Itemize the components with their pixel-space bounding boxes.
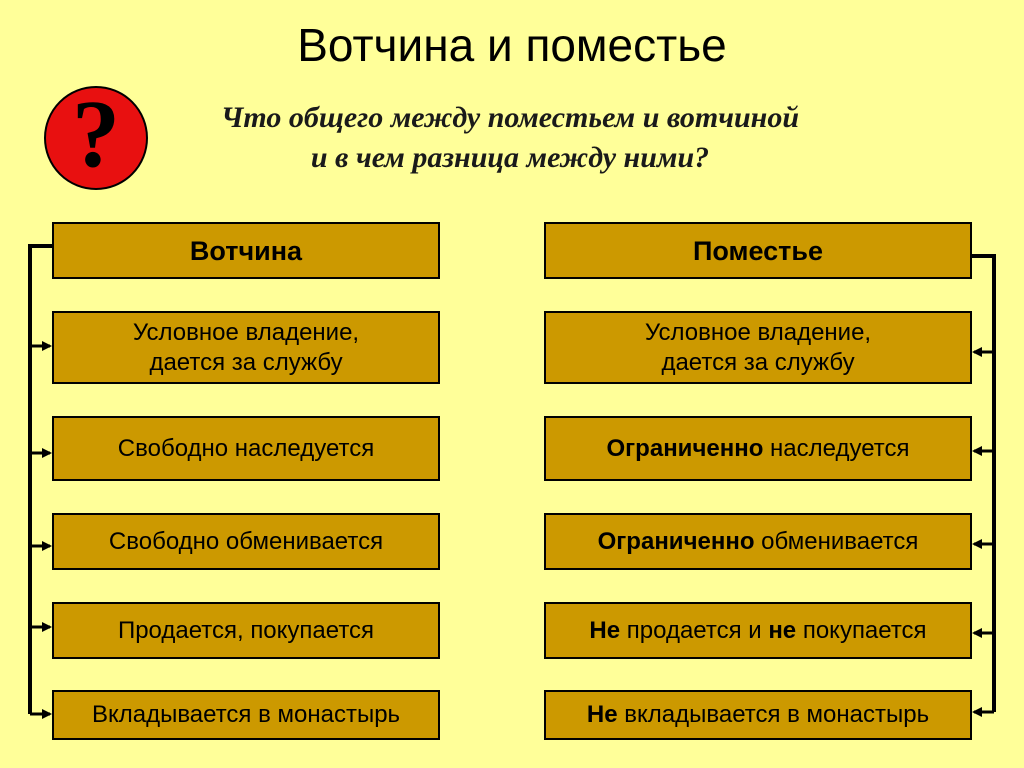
right-item-2 bbox=[544, 416, 972, 481]
right-item-5-text bbox=[587, 700, 929, 730]
right-item-3-bold: Ограниченно bbox=[597, 527, 755, 555]
left-arrows bbox=[30, 346, 50, 714]
right-header-box bbox=[544, 222, 972, 279]
left-item-2 bbox=[52, 416, 440, 481]
right-item-4-bold: Не bbox=[589, 616, 621, 644]
right-bracket bbox=[972, 256, 994, 712]
right-item-5 bbox=[544, 690, 972, 740]
right-item-2-rest: наследуется bbox=[763, 434, 910, 462]
right-item-5-rest: вкладывается в монастырь bbox=[617, 701, 930, 728]
left-bracket bbox=[30, 246, 52, 714]
question-mark-glyph: ? bbox=[72, 80, 120, 187]
right-item-3 bbox=[544, 513, 972, 570]
left-item-4-label: Продается, покупается bbox=[117, 616, 375, 644]
right-item-3-rest: обменивается bbox=[754, 527, 919, 555]
right-item-4-text bbox=[589, 616, 926, 646]
left-item-4 bbox=[52, 602, 440, 659]
right-item-4-mid: продается и bbox=[620, 616, 769, 644]
left-item-3 bbox=[52, 513, 440, 570]
left-item-3-label: Свободно обменивается bbox=[108, 527, 384, 555]
left-item-2-label: Свободно наследуется bbox=[117, 434, 375, 462]
left-item-1 bbox=[52, 311, 440, 384]
left-item-1-line-2: дается за службу bbox=[149, 348, 343, 376]
right-item-1-line-2: дается за службу bbox=[661, 348, 855, 376]
right-item-3-text bbox=[598, 527, 919, 557]
right-item-4 bbox=[544, 602, 972, 659]
right-item-1 bbox=[544, 311, 972, 384]
right-item-1-line-1: Условное владение, bbox=[644, 318, 872, 346]
left-header-box bbox=[52, 222, 440, 279]
left-item-5-label: Вкладывается в монастырь bbox=[91, 701, 401, 728]
question-line-1: Что общего между поместьем и вотчиной bbox=[220, 101, 799, 134]
left-header-label: Вотчина bbox=[189, 235, 303, 266]
right-item-2-bold: Ограниченно bbox=[606, 434, 764, 462]
right-arrows bbox=[974, 352, 994, 712]
right-header-label: Поместье bbox=[692, 235, 824, 266]
question-line-2: и в чем разница между ними? bbox=[310, 141, 710, 174]
right-item-2-text bbox=[607, 434, 910, 464]
right-item-4-bold-2: не bbox=[768, 616, 797, 644]
left-item-5 bbox=[52, 690, 440, 740]
page-title: Вотчина и поместье bbox=[297, 19, 727, 71]
right-item-5-bold: Не bbox=[586, 701, 618, 728]
right-item-4-rest: покупается bbox=[796, 616, 927, 644]
left-item-1-line-1: Условное владение, bbox=[132, 318, 360, 346]
